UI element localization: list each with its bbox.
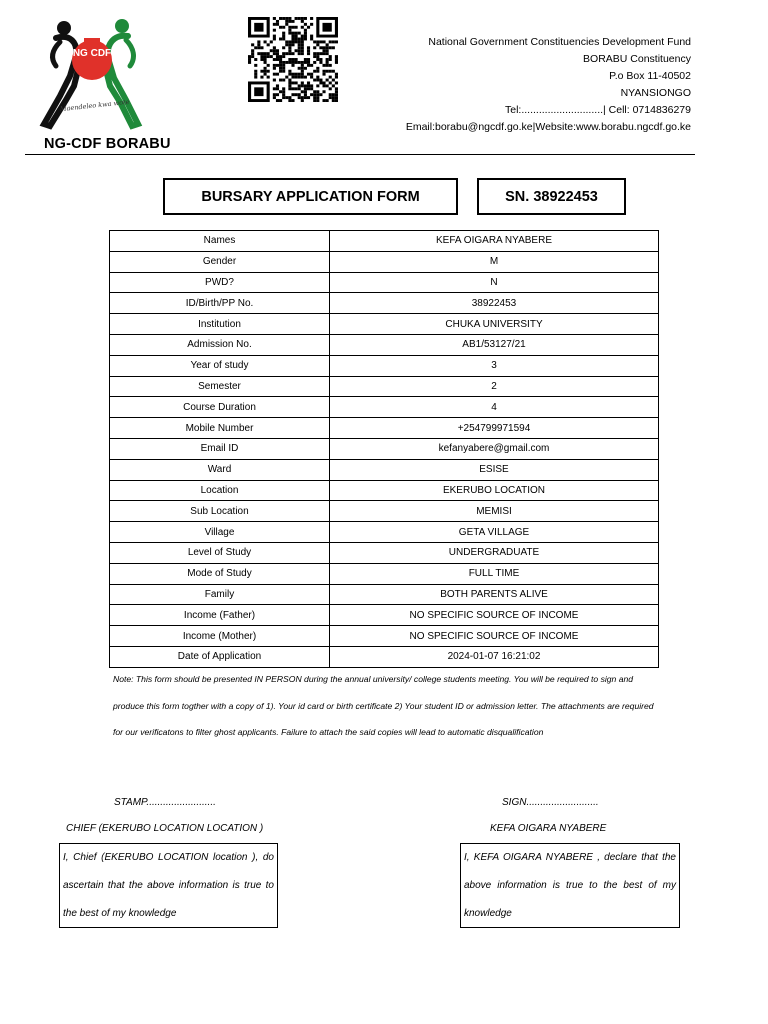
brand-name: NG-CDF BORABU xyxy=(44,136,171,152)
table-row xyxy=(110,480,659,501)
table-row xyxy=(110,231,659,252)
form-title: BURSARY APPLICATION FORM xyxy=(163,178,458,215)
field-value: 38922453 xyxy=(330,293,659,314)
field-label: Income (Mother) xyxy=(110,626,330,647)
field-value: 3 xyxy=(330,355,659,376)
field-value: FULL TIME xyxy=(330,563,659,584)
field-label: Mode of Study xyxy=(110,563,330,584)
table-row xyxy=(110,605,659,626)
table-row xyxy=(110,418,659,439)
table-row xyxy=(110,397,659,418)
table-row xyxy=(110,272,659,293)
field-value: NO SPECIFIC SOURCE OF INCOME xyxy=(330,626,659,647)
table-row xyxy=(110,626,659,647)
application-table xyxy=(109,230,659,668)
address-line-5: Tel:............................| Cell: 0714836279 xyxy=(505,104,691,116)
field-value: BOTH PARENTS ALIVE xyxy=(330,584,659,605)
table-row xyxy=(110,501,659,522)
table-row xyxy=(110,563,659,584)
address-line-6: Email:borabu@ngcdf.go.ke|Website:www.borabu.ngcdf.go.ke xyxy=(405,121,691,133)
field-label: Admission No. xyxy=(110,334,330,355)
address-line-3: P.o Box 11-40502 xyxy=(609,70,691,82)
table-row xyxy=(110,542,659,563)
table-row xyxy=(110,438,659,459)
field-label: Family xyxy=(110,584,330,605)
field-label: Email ID xyxy=(110,438,330,459)
stamp-line: STAMP......................... xyxy=(114,797,216,808)
field-value: AB1/53127/21 xyxy=(330,334,659,355)
table-row xyxy=(110,251,659,272)
field-value: N xyxy=(330,272,659,293)
field-label: Location xyxy=(110,480,330,501)
field-value: KEFA OIGARA NYABERE xyxy=(330,231,659,252)
field-value: 2024-01-07 16:21:02 xyxy=(330,646,659,667)
field-value: UNDERGRADUATE xyxy=(330,542,659,563)
logo-text: NG CDF xyxy=(72,48,112,59)
field-label: Semester xyxy=(110,376,330,397)
sign-line: SIGN.......................... xyxy=(502,797,599,808)
field-label: Income (Father) xyxy=(110,605,330,626)
address-line-4: NYANSIONGO xyxy=(620,87,691,99)
field-label: Gender xyxy=(110,251,330,272)
student-name: KEFA OIGARA NYABERE xyxy=(490,823,607,834)
table-row xyxy=(110,334,659,355)
table-row xyxy=(110,355,659,376)
field-value: NO SPECIFIC SOURCE OF INCOME xyxy=(330,605,659,626)
field-label: Ward xyxy=(110,459,330,480)
chief-declaration: I, Chief (EKERUBO LOCATION location ), do ascertain that the above information is true to the best of my knowledge xyxy=(59,843,278,928)
field-label: Sub Location xyxy=(110,501,330,522)
field-label: Institution xyxy=(110,314,330,335)
field-value: CHUKA UNIVERSITY xyxy=(330,314,659,335)
serial-number: SN. 38922453 xyxy=(477,178,626,215)
address-line-1: National Government Constituencies Development Fund xyxy=(428,36,691,48)
table-row xyxy=(110,584,659,605)
qr-code xyxy=(248,17,338,102)
field-label: Names xyxy=(110,231,330,252)
field-label: ID/Birth/PP No. xyxy=(110,293,330,314)
table-row xyxy=(110,646,659,667)
field-label: Level of Study xyxy=(110,542,330,563)
field-label: Village xyxy=(110,522,330,543)
field-label: Date of Application xyxy=(110,646,330,667)
form-note: Note: This form should be presented IN PERSON during the annual university/ college students meeting. You will be required to sign and produce this form togther with a copy of 1). Your id card or birth certificate 2) Your student ID or admission letter. The attachments are required for our verificatons to filter ghost applicants. Failure to attach the said copies will lead to automatic disqualification xyxy=(113,674,654,737)
table-row xyxy=(110,314,659,335)
field-value: +254799971594 xyxy=(330,418,659,439)
table-row xyxy=(110,522,659,543)
field-value: EKERUBO LOCATION xyxy=(330,480,659,501)
table-row xyxy=(110,293,659,314)
chief-title: CHIEF (EKERUBO LOCATION LOCATION ) xyxy=(66,823,264,834)
table-row xyxy=(110,459,659,480)
header-divider xyxy=(25,154,695,155)
student-declaration: I, KEFA OIGARA NYABERE , declare that the above information is true to the best of my knowledge xyxy=(460,843,680,928)
field-value: GETA VILLAGE xyxy=(330,522,659,543)
field-label: Mobile Number xyxy=(110,418,330,439)
field-value: 2 xyxy=(330,376,659,397)
field-value: M xyxy=(330,251,659,272)
field-value: kefanyabere@gmail.com xyxy=(330,438,659,459)
field-label: Course Duration xyxy=(110,397,330,418)
table-row xyxy=(110,376,659,397)
field-value: MEMISI xyxy=(330,501,659,522)
field-label: Year of study xyxy=(110,355,330,376)
field-value: ESISE xyxy=(330,459,659,480)
address-line-2: BORABU Constituency xyxy=(583,53,691,65)
ngcdf-logo xyxy=(30,16,156,134)
logo-motto: Maendeleo kwa wote xyxy=(59,97,130,114)
field-label: PWD? xyxy=(110,272,330,293)
field-value: 4 xyxy=(330,397,659,418)
